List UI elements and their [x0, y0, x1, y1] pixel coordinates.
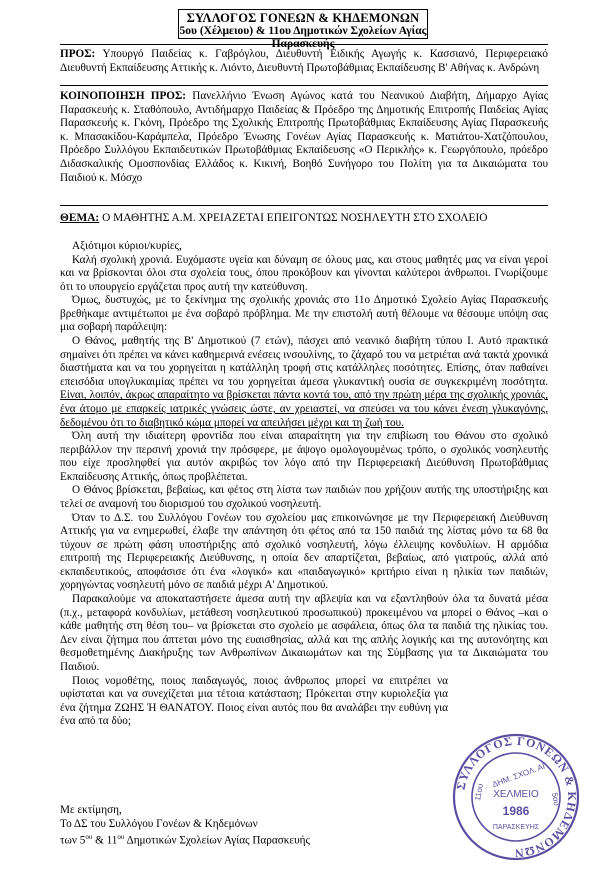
signature-block — [60, 804, 360, 849]
cc-label: ΚΟΙΝΟΠΟΙΗΣΗ ΠΡΟΣ: — [60, 90, 187, 102]
association-title: ΣΥΛΛΟΓΟΣ ΓΟΝΕΩΝ & ΚΗΔΕΜΟΝΩΝ — [186, 11, 420, 25]
paragraph-3 — [60, 335, 548, 430]
letter-body — [60, 240, 548, 729]
paragraph-3-text: Ο Θάνος, μαθητής της Β' Δημοτικού (7 ετών), πάσχει από νεανικό διαβήτη τύπου Ι. Αυτό πρακτικά σημαίνει ότι πρέπει να κάνει καθημερινά ενέσεις ινσουλίνης, το ζάχαρό του να μετριέται ανά τακτά χρονικά διαστήματα και να του χορηγείται η κατάλληλη τροφή στις κατάλληλες ποσότητες. Επίσης, όταν παθαίνει επεισόδια υπογλυκαιμίας πρέπει να του χορηγείται άμεσα γλυκαντική ουσία σε συγκεκριμένη ποσότητα. — [60, 335, 548, 388]
subject-label: ΘΕΜΑ: — [60, 212, 100, 224]
paragraph-4: Όλη αυτή την ιδιαίτερη φροντίδα που είναι απαραίτητη για την επιβίωση του Θάνου στο σχολικό περιβάλλον την περσινή χρονιά την πρόσφερε, με άψογο ομολογουμένως τρόπο, ο σχολικός νοσηλευτής που είχε προσληφθεί για αυτόν ακριβώς τον λόγο από την Περιφερειακή Διεύθυνση Πρωτοβάθμιας Εκπαίδευσης Αττικής, όπως προβλέπεται. — [60, 430, 548, 483]
letterhead — [178, 9, 428, 50]
subject-text: Ο ΜΑΘΗΤΗΣ Α.Μ. ΧΡΕΙΑΖΕΤΑΙ ΕΠΕΙΓΟΝΤΩΣ ΝΟΣΗΛΕΥΤΗ ΣΤΟ ΣΧΟΛΕΙΟ — [102, 212, 488, 224]
stamp-inner-right: 5ου — [550, 791, 562, 807]
divider — [60, 205, 548, 206]
paragraph-2: Όμως, δυστυχώς, με το ξεκίνημα της σχολικής χρονιάς στο 11ο Δημοτικό Σχολείο Αγίας Παρασκευής βρεθήκαμε αντιμέτωποι με ένα σοβαρό πρόβλημα. Με την επιστολή αυτή θέλουμε να θέσουμε υπόψη σας μια σοβαρή παράλειψη: — [60, 294, 548, 334]
salutation: Αξιότιμοι κύριοι/κυρίες, — [72, 240, 182, 252]
to-label: ΠΡΟΣ: — [60, 48, 96, 60]
stamp-inner-top: ΔΗΜ. ΣΧΟΛ. ΑΓ. — [491, 760, 550, 790]
stamp-inner-name: ΧΕΛΜΕΙΟ — [493, 789, 539, 800]
association-subtitle: 5ου (Χέλμειου) & 11ου Δημοτικών Σχολείων Αγίας Παρασκευής — [179, 25, 427, 50]
closing-line: Με εκτίμηση, — [60, 804, 122, 816]
subject-line — [60, 211, 548, 225]
cc-text: Πανελλήνιο Ένωση Αγώνος κατά του Νεανικού Διαβήτη, Δήμαρχο Αγίας Παρασκευής κ. Σταθόπουλο, Αντιδήμαρχο Παιδείας & Πρόεδρο της Δημοτικής Επιτροπής Παιδείας Αγίας Παρασκευής κ. Γκόνη, Πρόεδρο της Σχολικής Επιτροπής Πρωτοβάθμιας Εκπαίδευσης Αγίας Παρασκευής κ. Μπασακίδου-Καράμπελα, Πρόεδρο Ένωσης Γονέων Αγίας Παρασκευής κ. Ματιάτου-Χατζόπουλου, Πρόεδρο Συλλόγου Εκπαιδευτικών Πρωτοβάθμιας Εκπαίδευσης «Ο Περικλής» κ. Γεωργόπουλο, πρόεδρο Διδασκαλικής Ομοσπονδίας Ελλάδος κ. Κικινή, Βοηθό Συνήγορο του Πολίτη για τα Δικαιώματα του Παιδιού κ. Μόσχο — [60, 90, 549, 184]
paragraph-8: Ποιος νομοθέτης, ποιος παιδαγωγός, ποιος άνθρωπος μπορεί να επιτρέπει να υφίσταται και να συνεχίζεται μια τέτοια κατάσταση; Πρόκειται στην κυριολεξία για ένα ζήτημα ΖΩΗΣ Ή ΘΑΝΑΤΟΥ. Ποιος είναι αυτός που θα αναλάβει την ευθύνη για ένα από τα δύο; — [60, 674, 448, 728]
divider — [60, 85, 548, 86]
to-text: Υπουργό Παιδείας κ. Γαβρόγλου, Διευθυντή Ειδικής Αγωγής κ. Κασσιανό, Περιφερειακό Διευθυντή Εκπαίδευσης Αττικής κ. Λιόντο, Διευθυντή Πρωτοβάθμιας Εκπαίδευσης Β' Αθήνας κ. Ανδρώνη — [60, 48, 548, 74]
recipients-to — [60, 48, 548, 75]
stamp-inner-bottom: ΠΑΡΑΣΚΕΥΗΣ — [492, 824, 540, 831]
paragraph-7: Παρακαλούμε να αποκαταστήσετε άμεσα αυτή την αβλεψία και να εξαντληθούν όλα τα δυνατά μέσα (π.χ., μεταφορά κονδυλίων, μετάθεση νοσηλευτικού προσωπικού) προκειμένου να μπορεί ο Θάνος –και ο κάθε μαθητής στη θέση του– να βρίσκεται στο σχολείο με ασφάλεια, όπως όλα τα παιδιά της ηλικίας του. Δεν είναι ζήτημα που άπτεται μόνο της ευαισθησίας, αλλά και της απλής λογικής και της αυτονόητης και θεσμοθετημένης Διακήρυξης των Ανθρωπίνων Δικαιωμάτων και της Σύμβασης για τα Δικαιώματα του Παιδιού. — [60, 593, 548, 673]
paragraph-6: Όταν το Δ.Σ. του Συλλόγου Γονέων του σχολείου μας επικοινώνησε με την Περιφερειακή Διεύθυνση Αττικής για να ενημερωθεί, έλαβε την απάντηση ότι φέτος από τα 150 παιδιά της λίστας μόνο τα 68 θα τύχουν σε πρώτη φάση υποστήριξης από σχολικό νοσηλευτή, λόγω έλλειψης κονδυλίων. Η αρμόδια επιτροπή της Περιφερειακής Διεύθυνσης, η οποία δεν απαρτίζεται, βεβαίως, από γιατρούς, αλλά από εκπαιδευτικούς, αποφάσισε ότι ένα «λογικό» και «παιδαγωγικό» κριτήριο είναι η ηλικία των παιδιών, χορηγώντας νοσηλευτή μόνο σε παιδιά μέχρι Α' Δημοτικού. — [60, 511, 548, 592]
paragraph-1: Καλή σχολική χρονιά. Ευχόμαστε υγεία και δύναμη σε όλους μας, και στους μαθητές μας να είναι γεροί και να βρίσκονται όλοι στα σχολεία τους, όπου προκόβουν και γίνονται καλύτεροι άνθρωποι. Γνωρίζουμε ότι το υπουργείο εργάζεται προς αυτή την κατεύθυνση. — [60, 253, 548, 293]
paragraph-5: Ο Θάνος βρίσκεται, βεβαίως, και φέτος στη λίστα των παιδιών που χρήζουν αυτής της υποστήριξης και τελεί σε αναμονή του διορισμού του σχολικού νοσηλευτή. — [60, 484, 548, 510]
paragraph-3-emphasis: Είναι, λοιπόν, άκρως απαραίτητο να βρίσκεται πάντα κοντά του, από την πρώτη μέρα της σχολικής χρονιάς, ένα άτομο με επαρκείς ιατρικές γνώσεις ώστε, αν χρειαστεί, να σπεύσει να του κάνει ένεση γλυκαγόνης, δεδομένου ότι το διαβητικό κώμα μπορεί να απειλήσει μέχρι και τη ζωή του. — [60, 389, 548, 429]
signatory-schools: των $5^{o\upsilon}$ & $11^{o\upsilon}$ Δημοτικών Σχολείων Αγίας Παρασκευής — [60, 833, 310, 847]
divider — [60, 44, 548, 45]
stamp-inner-year: 1986 — [502, 804, 530, 818]
stamp-inner-left: 11ου — [473, 782, 485, 802]
signatory-line: Το ΔΣ του Συλλόγου Γονέων & Κηδεμόνων — [60, 817, 258, 830]
association-stamp — [452, 733, 580, 861]
recipients-cc — [60, 90, 548, 185]
stamp-ring-text: ΣΥΛΛΟΓΟΣ ΓΟΝΕΩΝ & ΚΗΔΕΜΟΝΩΝ — [453, 733, 580, 861]
